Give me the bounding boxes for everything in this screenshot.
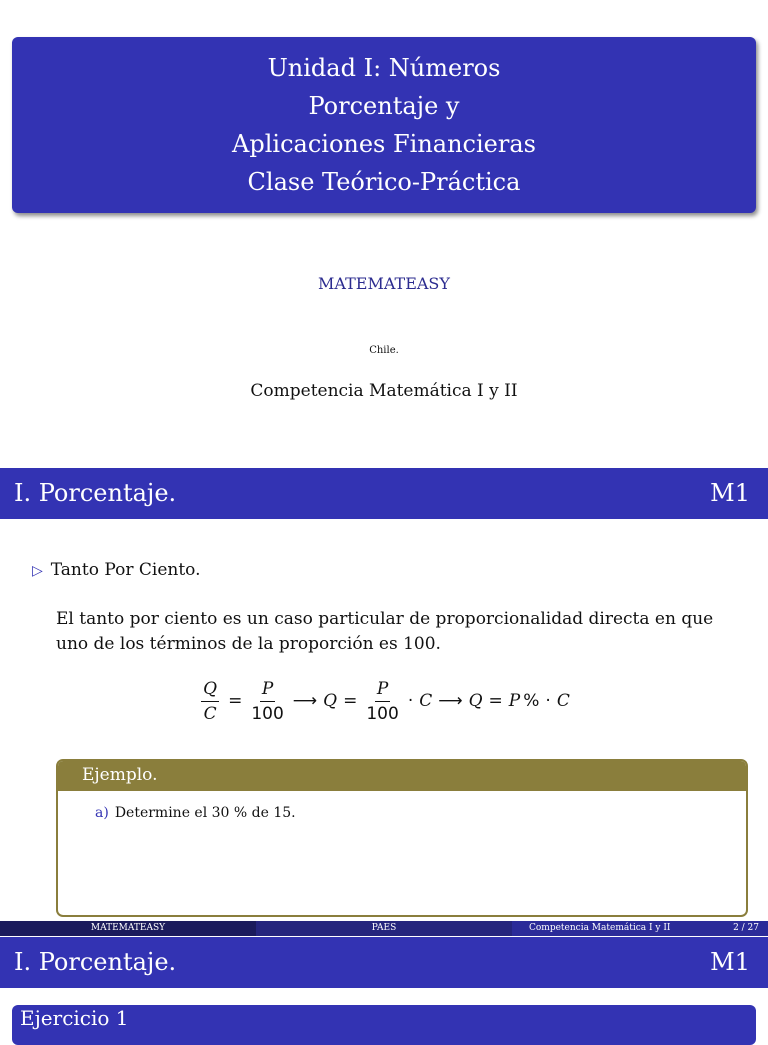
title-line: Aplicaciones Financieras	[232, 130, 536, 158]
variable-c: C	[556, 691, 570, 711]
fraction-p-over-100	[251, 679, 283, 724]
footline-author: MATEMATEASY	[0, 921, 256, 936]
title-line: Unidad I: Números	[267, 54, 501, 82]
fraction-q-over-c	[201, 679, 219, 724]
variable-c: C	[419, 691, 433, 711]
frame-title: I. Porcentaje.	[14, 948, 177, 976]
definition-paragraph: El tanto por ciento es un caso particular de proporcionalidad directa en que uno de los términos de la proporción es 100.	[56, 609, 714, 654]
triangle-bullet-icon: ▷	[32, 563, 43, 579]
percentage-formula	[0, 675, 768, 727]
footline-center: PAES	[256, 921, 512, 936]
item-label: a)	[95, 805, 109, 821]
subtitle-date: Competencia Matemática I y II	[250, 381, 518, 401]
equals-sign: =	[228, 691, 243, 711]
arrow-icon: ⟶	[438, 691, 463, 711]
numerator: P	[375, 679, 390, 702]
variable-q: Q	[323, 691, 338, 711]
dot-operator: ·	[407, 691, 414, 711]
frame-tag: M1	[710, 479, 750, 507]
dot-operator: ·	[545, 691, 551, 711]
item-text: Determine el 30 % de 15.	[114, 805, 296, 821]
denominator: 100	[366, 703, 399, 724]
numerator: Q	[201, 679, 219, 702]
denominator: C	[203, 703, 217, 724]
title-box	[12, 37, 756, 213]
example-block-title: Ejemplo.	[58, 761, 746, 791]
frame-title-bar	[0, 937, 768, 988]
denominator: 100	[251, 703, 284, 724]
page-number: 2 / 27	[733, 923, 759, 933]
frame-tag: M1	[710, 948, 750, 976]
percent-sign: %	[523, 691, 540, 711]
exercise-block-title: Ejercicio 1	[20, 1006, 129, 1030]
footline-date: Competencia Matemática I y II	[529, 923, 671, 933]
title-line: Porcentaje y	[308, 92, 460, 120]
example-block	[56, 759, 748, 917]
frame-title-bar	[0, 468, 768, 519]
bullet-item	[32, 560, 201, 580]
numerator: P	[260, 679, 275, 702]
footline-right	[512, 921, 768, 936]
author: MATEMATEASY	[318, 274, 450, 293]
title-line: Clase Teórico-Práctica	[247, 168, 521, 196]
equals-sign: =	[488, 691, 503, 711]
variable-p: P	[508, 691, 521, 711]
variable-q: Q	[468, 691, 483, 711]
exercise-block	[12, 1005, 756, 1045]
fraction-p-over-100	[366, 679, 398, 724]
frame-title: I. Porcentaje.	[14, 479, 177, 507]
arrow-icon: ⟶	[292, 691, 318, 711]
footline	[0, 921, 768, 936]
institute: Chile.	[369, 345, 399, 356]
example-item	[95, 805, 296, 821]
equals-sign: =	[343, 691, 358, 711]
bullet-text: Tanto Por Ciento.	[50, 560, 201, 580]
